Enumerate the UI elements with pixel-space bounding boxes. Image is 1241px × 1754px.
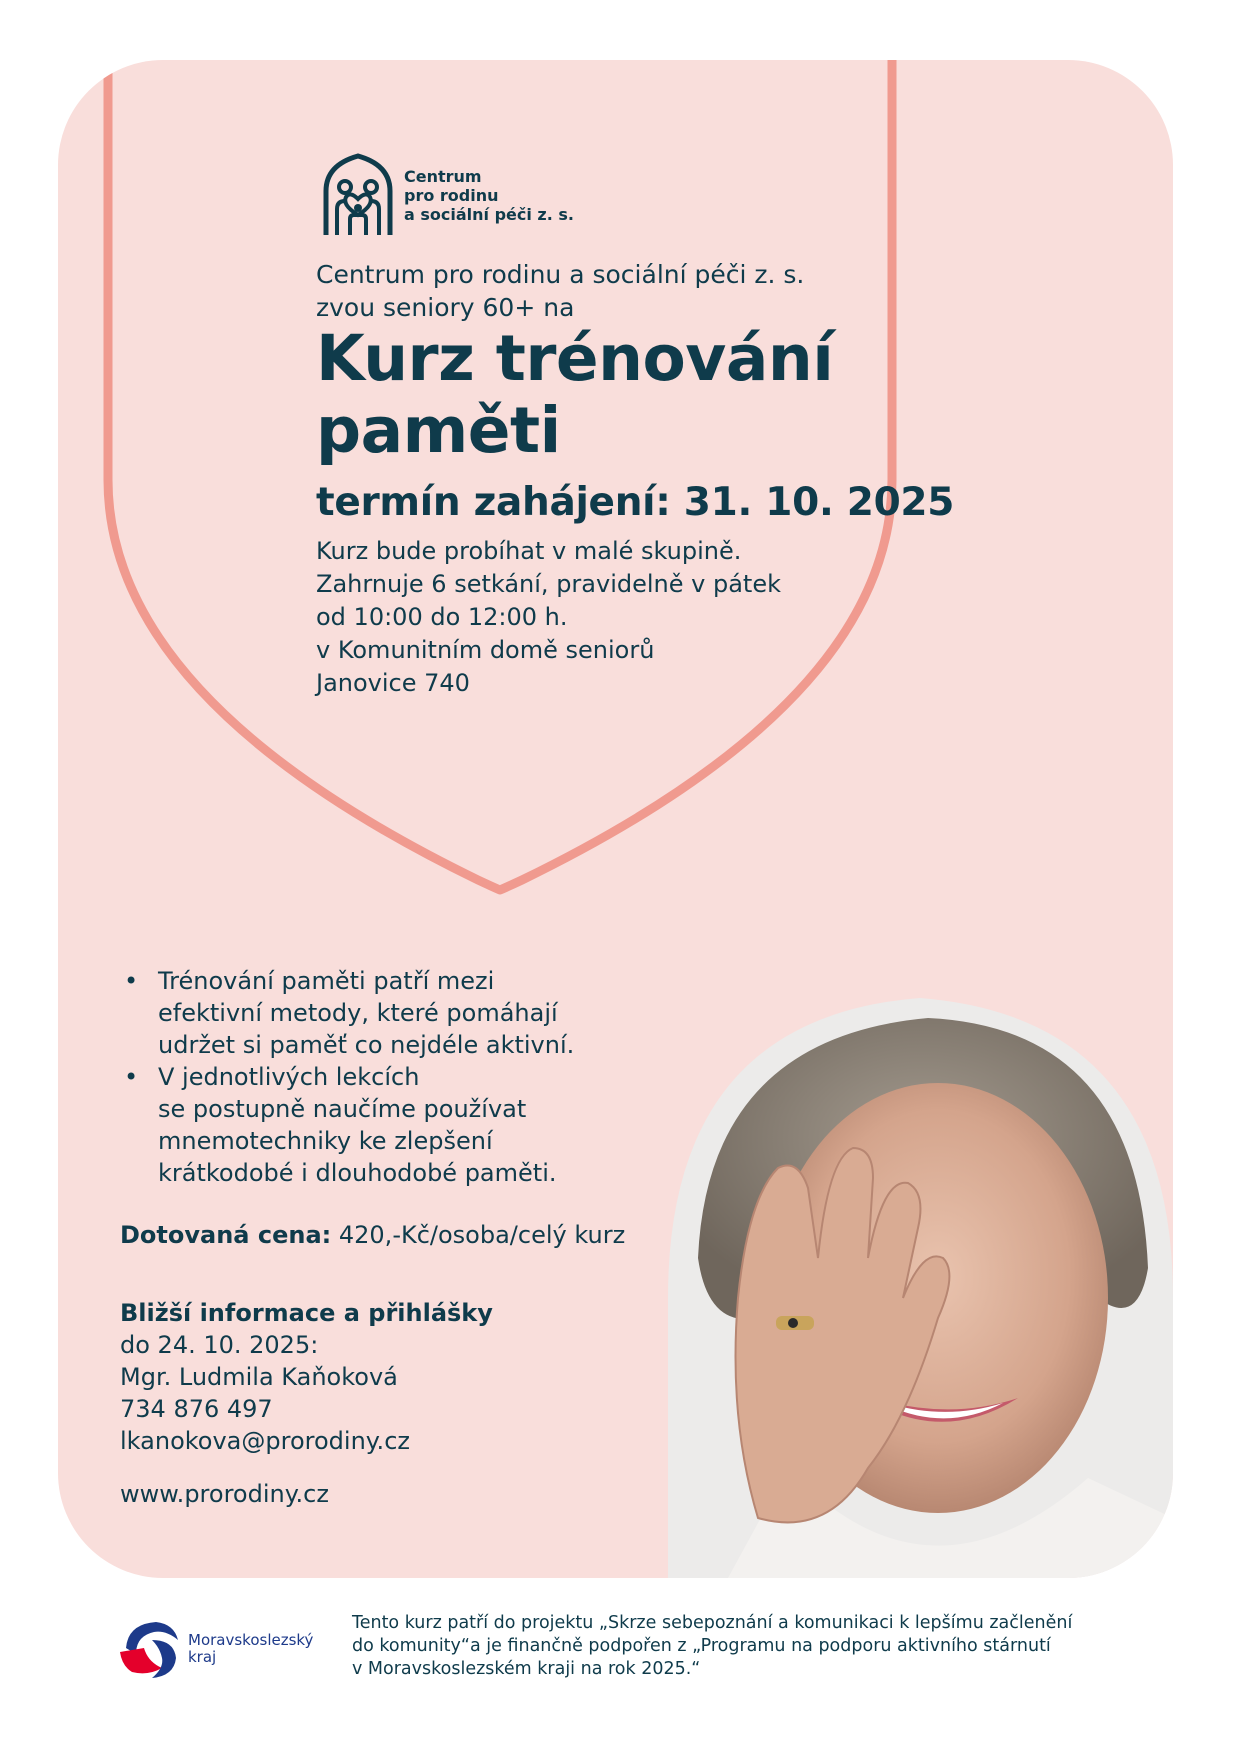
course-details [316, 535, 781, 700]
list-item-line: udržet si paměť co nejdéle aktivní. [158, 1031, 575, 1059]
list-item-line: se postupně naučíme používat [158, 1095, 527, 1123]
poster-card [58, 60, 1173, 1578]
organization-logo-text [404, 167, 574, 224]
intro-text [316, 258, 804, 324]
detail-line: Zahrnuje 6 setkání, pravidelně v pátek [316, 570, 781, 598]
title-line: paměti [316, 394, 561, 467]
contact-phone: 734 876 497 [120, 1395, 273, 1423]
list-item-line: krátkodobé i dlouhodobé paměti. [158, 1159, 557, 1187]
sponsor-logo [118, 1618, 313, 1680]
detail-line: Kurz bude probíhat v malé skupině. [316, 537, 742, 565]
contact-heading: Bližší informace a přihlášky [120, 1299, 493, 1327]
contact-email[interactable]: lkanokova@prorodiny.cz [120, 1427, 410, 1455]
sponsor-logo-line: kraj [188, 1648, 217, 1666]
family-arch-icon [320, 153, 396, 237]
bullet-marker: • [124, 1063, 139, 1091]
intro-line: zvou seniory 60+ na [316, 293, 575, 322]
organization-logo [320, 153, 574, 237]
footer-line: Tento kurz patří do projektu „Skrze sebepoznání a komunikaci k lepšímu začlenění [352, 1613, 1073, 1633]
sponsor-logo-text [188, 1632, 313, 1666]
footer-line: v Moravskoslezském kraji na rok 2025.“ [352, 1659, 701, 1679]
bullet-marker: • [124, 967, 139, 995]
price-value: 420,-Kč/osoba/celý kurz [338, 1221, 626, 1249]
detail-line: od 10:00 do 12:00 h. [316, 603, 568, 631]
benefits-list [120, 965, 574, 1189]
list-item [120, 1061, 574, 1189]
footer-funding-note [352, 1612, 1072, 1681]
list-item [120, 965, 574, 1061]
moravskoslezsky-kraj-logo [118, 1618, 184, 1680]
start-date: termín zahájení: 31. 10. 2025 [316, 480, 955, 525]
logo-line: a sociální péči z. s. [404, 204, 574, 224]
price [120, 1221, 625, 1249]
detail-line: v Komunitním domě seniorů [316, 636, 655, 664]
website-link[interactable]: www.prorodiny.cz [120, 1480, 329, 1508]
intro-line: Centrum pro rodinu a sociální péči z. s. [316, 260, 805, 289]
price-label: Dotovaná cena: [120, 1221, 332, 1249]
contact-person: Mgr. Ludmila Kaňoková [120, 1363, 398, 1391]
footer-line: do komunity“a je finančně podpořen z „Programu na podporu aktivního stárnutí [352, 1636, 1051, 1656]
sponsor-logo-line: Moravskoslezský [188, 1631, 314, 1649]
list-item-line: Trénování paměti patří mezi [158, 967, 495, 995]
logo-line: pro rodinu [404, 185, 499, 205]
contact-deadline: do 24. 10. 2025: [120, 1331, 319, 1359]
list-item-line: V jednotlivých lekcích [158, 1063, 420, 1091]
senior-woman-photo [668, 998, 1173, 1578]
page-title [316, 323, 833, 467]
list-item-line: efektivní metody, které pomáhají [158, 999, 558, 1027]
logo-line: Centrum [404, 166, 482, 186]
contact-info [120, 1297, 493, 1457]
title-line: Kurz trénování [316, 322, 834, 395]
detail-line: Janovice 740 [316, 669, 470, 697]
list-item-line: mnemotechniky ke zlepšení [158, 1127, 493, 1155]
